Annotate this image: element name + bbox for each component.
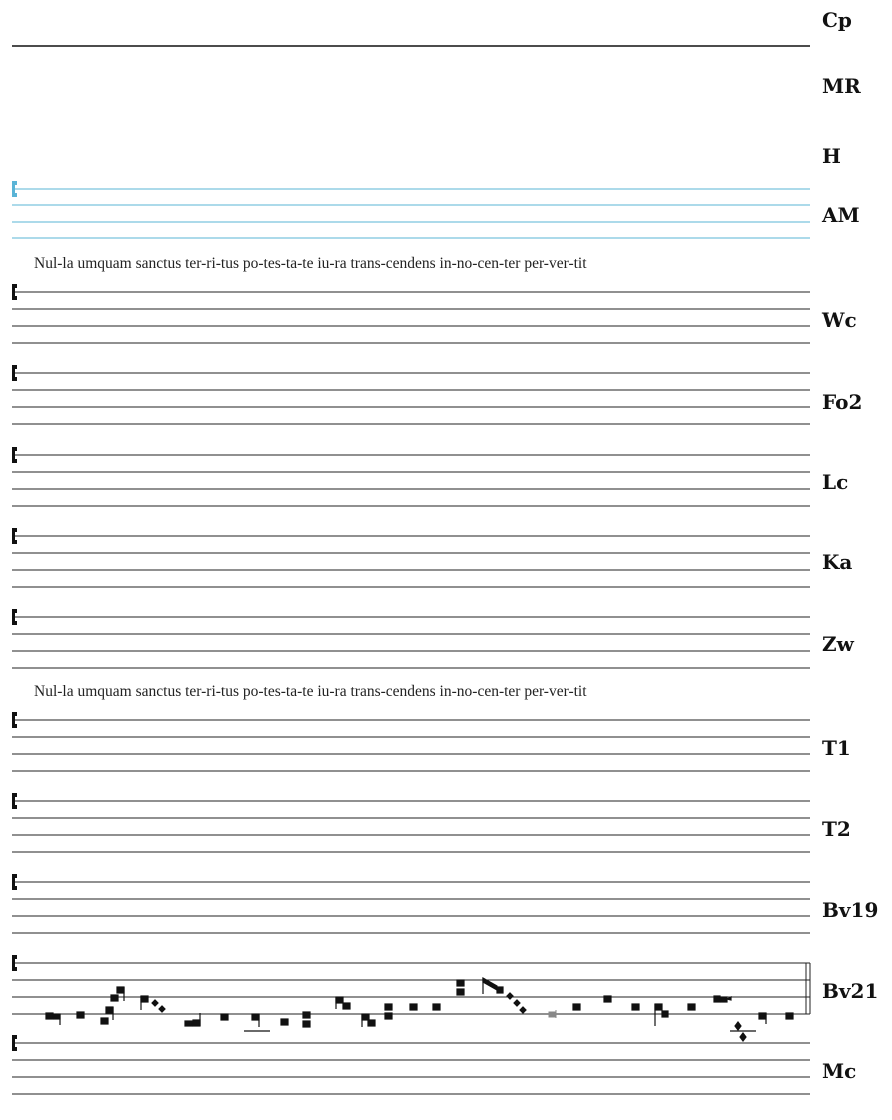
siglum-mc: Mc [822,1059,857,1083]
staff-lc[interactable] [12,455,810,506]
siglum-lc: Lc [822,470,849,494]
siglum-bv21: Bv21 [822,979,879,1003]
siglum-h: H [822,144,841,168]
siglum-zw: Zw [822,632,854,656]
lyric-line-2: Nul-la umquam sanctus ter-ri-tus po-tes-ta-te iu-ra trans-cendens in-no-cen-ter per-ver-tit [34,683,587,700]
staff-t2[interactable] [12,801,810,852]
grey-note [549,1010,556,1018]
siglum-wc: Wc [822,308,857,332]
lyric-line-1: Nul-la umquam sanctus ter-ri-tus po-tes-ta-te iu-ra trans-cendens in-no-cen-ter per-ver-tit [34,255,587,272]
siglum-ka: Ka [822,550,853,574]
siglum-t2: T2 [822,817,851,841]
staff-bv19[interactable] [12,882,810,933]
bv21-neumes [46,978,793,1041]
siglum-cp: Cp [822,8,852,32]
final-barline [806,963,810,1014]
siglum-bv19: Bv19 [822,898,879,922]
siglum-t1: T1 [822,736,851,760]
staff-wc[interactable] [12,292,810,343]
staff-t1[interactable] [12,720,810,771]
siglum-mr: MR [822,74,861,98]
siglum-fo2: Fo2 [822,390,863,414]
siglum-am: AM [822,203,860,227]
staff-zw[interactable] [12,617,810,668]
staff-am[interactable] [12,189,810,238]
staff-mc[interactable] [12,1043,810,1094]
staff-fo2[interactable] [12,373,810,424]
staff-ka[interactable] [12,536,810,587]
